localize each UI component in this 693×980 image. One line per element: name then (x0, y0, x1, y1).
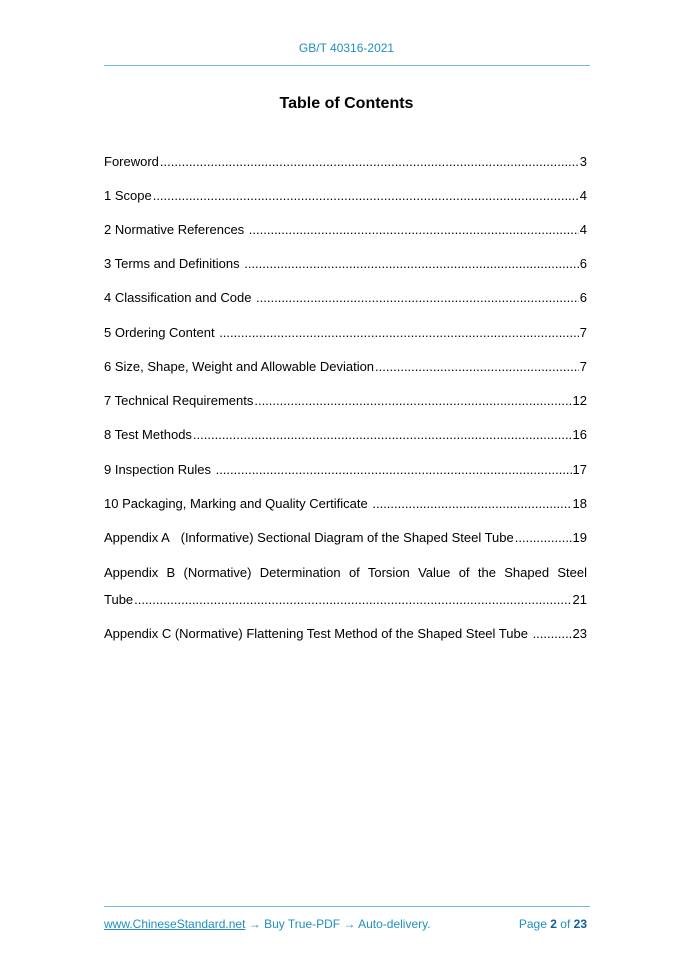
toc-entry-page: 6 (579, 290, 587, 305)
toc-leader-dots (153, 188, 579, 204)
toc-leader-dots (244, 256, 579, 272)
footer-divider (104, 906, 590, 907)
toc-entry-title: 4 Classification and Code (104, 290, 256, 305)
toc-entry-title: 8 Test Methods (104, 427, 192, 442)
toc-entry-technical-requirements[interactable] (104, 393, 587, 409)
toc-leader-dots (249, 222, 579, 238)
toc-entry-title: 10 Packaging, Marking and Quality Certificate (104, 496, 372, 511)
toc-entry-page: 3 (579, 154, 587, 169)
toc-leader-dots (216, 462, 572, 478)
page-number (519, 916, 587, 932)
toc-entry-page: 17 (572, 462, 587, 477)
toc-entry-appendix-a[interactable] (104, 530, 587, 546)
toc-leader-dots (372, 496, 571, 512)
toc-entry-size-shape-weight[interactable] (104, 359, 587, 375)
toc-entry-scope[interactable] (104, 188, 587, 204)
site-link[interactable]: www.ChineseStandard.net (104, 917, 246, 931)
toc-leader-dots (160, 154, 579, 170)
toc-title: Table of Contents (279, 95, 414, 112)
toc-entry-inspection-rules[interactable] (104, 462, 587, 478)
toc-entry-page: 7 (579, 359, 587, 374)
toc-entry-title: 1 Scope (104, 188, 152, 203)
toc-leader-dots (256, 290, 579, 306)
toc-leader-dots (193, 427, 572, 443)
toc-entry-page: 18 (572, 496, 587, 511)
of-label: of (560, 917, 571, 931)
toc-entry-title: 2 Normative References (104, 222, 248, 237)
promo-text: → Buy True-PDF → Auto-delivery. (245, 917, 431, 931)
toc-leader-dots (134, 592, 571, 608)
toc-entry-page: 12 (572, 393, 587, 408)
toc-entry-foreword[interactable] (104, 154, 587, 170)
toc-entry-appendix-c[interactable] (104, 626, 587, 642)
toc-leader-dots (515, 530, 572, 546)
toc-entry-appendix-b[interactable] (104, 592, 587, 608)
toc-entry-title: 7 Technical Requirements (104, 393, 254, 408)
toc-entry-page: 6 (579, 256, 587, 271)
toc-entry-page: 7 (579, 325, 587, 340)
toc-leader-dots (254, 393, 571, 409)
toc-entry-title: 3 Terms and Definitions (104, 256, 244, 271)
toc-leader-dots (219, 325, 579, 341)
toc-entry-title: Appendix A (Informative) Sectional Diagram of the Shaped Steel Tube (104, 530, 514, 545)
toc-entry-appendix-b-line1[interactable]: Appendix B (Normative) Determination of Torsion Value of the Shaped Steel (104, 565, 587, 580)
toc-entry-classification-code[interactable] (104, 290, 587, 306)
toc-leader-dots (533, 626, 572, 642)
total-pages-number: 23 (573, 917, 587, 931)
toc-entry-packaging-marking[interactable] (104, 496, 587, 512)
toc-entry-page: 21 (572, 592, 587, 607)
toc-entry-title: Appendix C (Normative) Flattening Test Method of the Shaped Steel Tube (104, 626, 532, 641)
toc-entry-page: 16 (572, 427, 587, 442)
toc-entry-page: 4 (579, 188, 587, 203)
toc-entry-title: Tube (104, 592, 134, 607)
current-page-number: 2 (550, 917, 557, 931)
toc-entry-terms-definitions[interactable] (104, 256, 587, 272)
toc-entry-title: Foreword (104, 154, 159, 169)
toc-entry-test-methods[interactable] (104, 427, 587, 443)
toc-entry-title: 5 Ordering Content (104, 325, 219, 340)
header-divider (104, 65, 590, 66)
toc-entry-title: 9 Inspection Rules (104, 462, 215, 477)
toc-entry-title: 6 Size, Shape, Weight and Allowable Deviation (104, 359, 375, 374)
footer-promo (104, 916, 431, 932)
document-code-header: GB/T 40316-2021 (298, 41, 395, 55)
toc-entry-page: 23 (572, 626, 587, 641)
toc-entry-normative-references[interactable] (104, 222, 587, 238)
page-label: Page (518, 917, 547, 931)
toc-leader-dots (375, 359, 579, 375)
toc-entry-page: 4 (579, 222, 587, 237)
toc-entry-ordering-content[interactable] (104, 325, 587, 341)
toc-entry-page: 19 (572, 530, 587, 545)
